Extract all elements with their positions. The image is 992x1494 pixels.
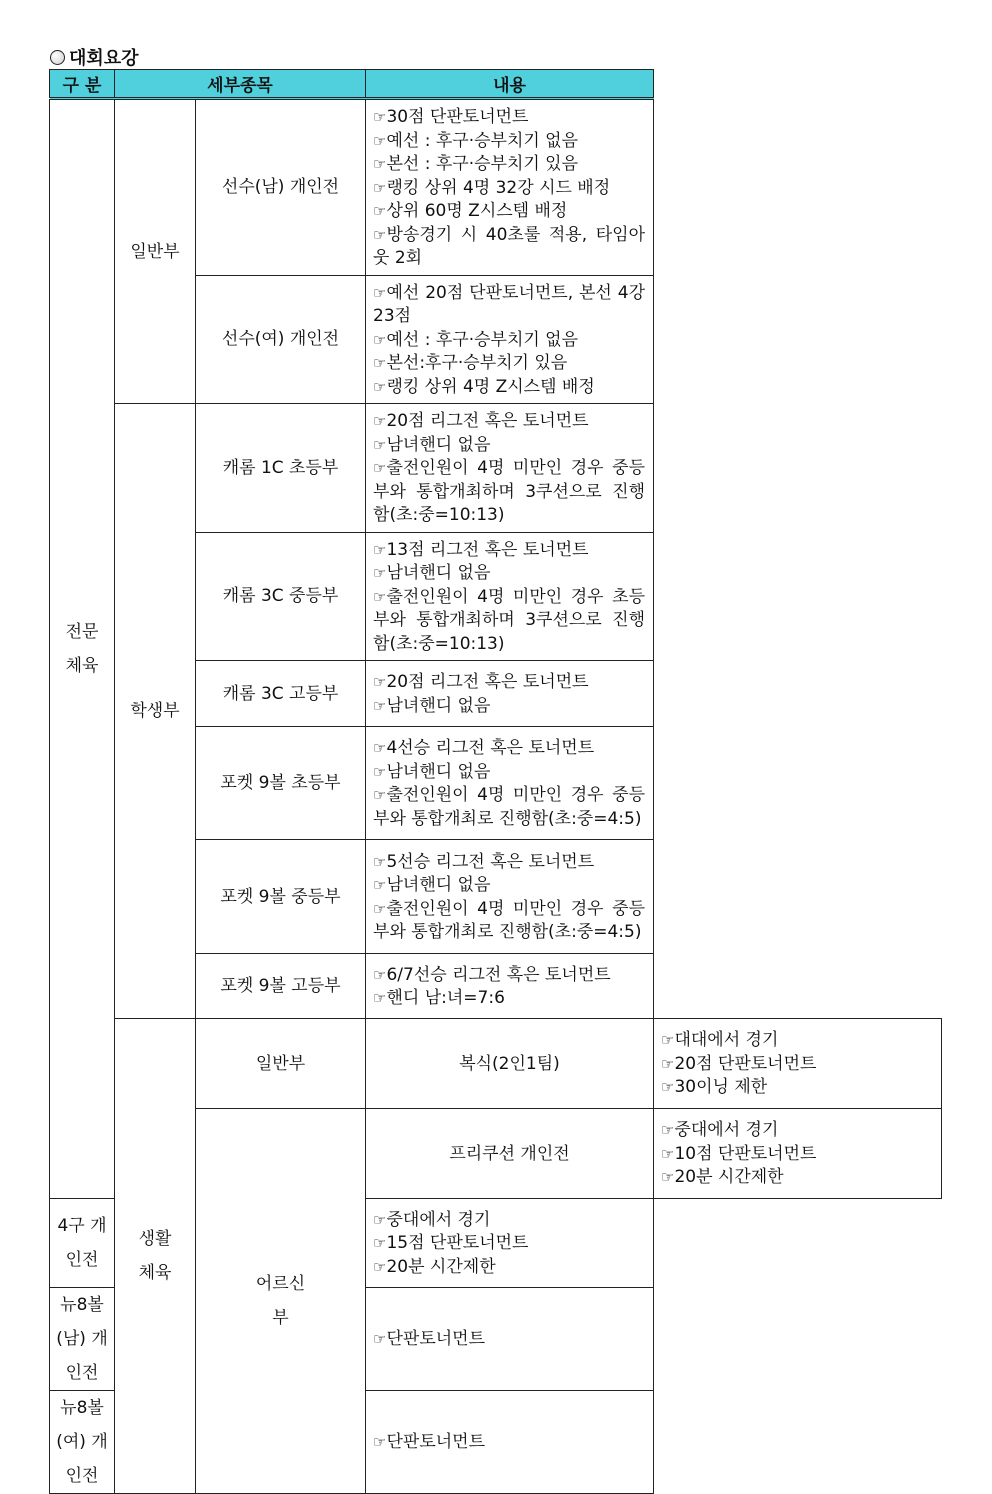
pointing-hand-icon: ☞ xyxy=(373,459,387,477)
content-line: ☞본선:후구·승부치기 있음 xyxy=(373,353,568,373)
pointing-hand-icon: ☞ xyxy=(373,1433,387,1452)
content-line: ☞예선 20점 단판토너먼트, 본선 4강 23점 xyxy=(373,282,645,326)
pointing-hand-icon: ☞ xyxy=(373,899,387,918)
header-content: 내용 xyxy=(366,70,654,99)
table-row xyxy=(50,99,942,276)
event-content xyxy=(366,275,654,404)
event-name: 캐롬 1C 초등부 xyxy=(196,404,366,533)
content-line: ☞대대에서 경기 xyxy=(661,1030,779,1051)
section-heading xyxy=(50,46,139,68)
pointing-hand-icon: ☞ xyxy=(373,540,387,559)
event-content xyxy=(366,1288,654,1391)
content-line: ☞남녀핸디 없음 xyxy=(373,761,491,782)
content-line: ☞단판토너먼트 xyxy=(373,1432,486,1453)
content-line: ☞랭킹 상위 4명 Z시스템 배정 xyxy=(373,376,595,397)
content-line: ☞20점 리그전 혹은 토너먼트 xyxy=(373,672,589,692)
content-line: ☞출전인원이 4명 미만인 경우 중등부와 통합개최로 진행함(초:중=4:5) xyxy=(373,898,645,942)
pointing-hand-icon: ☞ xyxy=(373,412,387,430)
content-line: ☞남녀핸디 없음 xyxy=(373,563,491,583)
category-life: 생활 체육 xyxy=(115,1019,196,1494)
pointing-hand-icon: ☞ xyxy=(373,989,387,1007)
section-heading-text: 대회요강 xyxy=(69,48,139,69)
pointing-hand-icon: ☞ xyxy=(373,786,387,804)
pointing-hand-icon: ☞ xyxy=(373,876,387,894)
pointing-hand-icon: ☞ xyxy=(373,965,387,984)
pointing-hand-icon: ☞ xyxy=(373,673,387,691)
category-pro: 전문 체육 xyxy=(50,99,115,1199)
pointing-hand-icon: ☞ xyxy=(373,564,387,582)
group-pro-general: 일반부 xyxy=(115,99,196,404)
event-content xyxy=(366,840,654,954)
content-line: ☞출전인원이 4명 미만인 경우 초등부와 통합개최하며 3쿠션으로 진행함(초:중=10:13) xyxy=(373,586,645,654)
content-line: ☞출전인원이 4명 미만인 경우 중등부와 통합개최하며 3쿠션으로 진행함(초:중=10:13) xyxy=(373,458,645,525)
pointing-hand-icon: ☞ xyxy=(373,587,387,606)
event-name: 뉴8볼(여) 개인전 xyxy=(50,1391,115,1494)
pointing-hand-icon: ☞ xyxy=(373,202,387,220)
content-line: ☞본선 : 후구·승부치기 있음 xyxy=(373,154,579,174)
pointing-hand-icon: ☞ xyxy=(373,696,387,715)
content-line: ☞예선 : 후구·승부치기 없음 xyxy=(373,329,579,350)
content-line: ☞상위 60명 Z시스템 배정 xyxy=(373,201,568,221)
event-content xyxy=(366,954,654,1019)
content-line: ☞남녀핸디 없음 xyxy=(373,695,491,716)
pointing-hand-icon: ☞ xyxy=(661,1054,675,1073)
content-line: ☞6/7선승 리그전 혹은 토너먼트 xyxy=(373,964,611,985)
event-content xyxy=(366,1199,654,1288)
content-line: ☞중대에서 경기 xyxy=(373,1209,491,1230)
content-line: ☞5선승 리그전 혹은 토너먼트 xyxy=(373,851,595,872)
event-name: 선수(여) 개인전 xyxy=(196,275,366,404)
header-detail: 세부종목 xyxy=(115,70,366,99)
table-row xyxy=(50,1019,942,1109)
content-line: ☞4선승 리그전 혹은 토너먼트 xyxy=(373,738,595,758)
content-line: ☞남녀핸디 없음 xyxy=(373,434,491,455)
pointing-hand-icon: ☞ xyxy=(373,354,387,372)
content-line: ☞단판토너먼트 xyxy=(373,1329,486,1350)
content-line: ☞남녀핸디 없음 xyxy=(373,875,491,895)
pointing-hand-icon: ☞ xyxy=(373,283,387,302)
pointing-hand-icon: ☞ xyxy=(373,852,387,871)
pointing-hand-icon: ☞ xyxy=(373,1330,387,1349)
pointing-hand-icon: ☞ xyxy=(373,762,387,781)
content-line: ☞핸디 남:녀=7:6 xyxy=(373,988,505,1008)
event-name: 포켓 9볼 중등부 xyxy=(196,840,366,954)
circle-bullet-icon xyxy=(50,50,65,65)
event-content xyxy=(366,661,654,727)
group-student: 학생부 xyxy=(115,404,196,1019)
event-name: 프리쿠션 개인전 xyxy=(366,1109,654,1199)
pointing-hand-icon: ☞ xyxy=(373,1234,387,1253)
event-name: 선수(남) 개인전 xyxy=(196,99,366,276)
group-senior: 어르신 부 xyxy=(196,1109,366,1494)
event-name: 4구 개인전 xyxy=(50,1199,115,1288)
header-category: 구 분 xyxy=(50,70,115,99)
event-content xyxy=(366,532,654,661)
content-line: ☞20점 단판토너먼트 xyxy=(661,1053,817,1074)
pointing-hand-icon: ☞ xyxy=(661,1078,675,1097)
event-content xyxy=(366,99,654,276)
content-line: ☞15점 단판토너먼트 xyxy=(373,1233,529,1254)
pointing-hand-icon: ☞ xyxy=(373,178,387,197)
content-line: ☞방송경기 시 40초룰 적용, 타임아웃 2회 xyxy=(373,224,645,268)
pointing-hand-icon: ☞ xyxy=(373,435,387,454)
pointing-hand-icon: ☞ xyxy=(373,225,387,244)
content-line: ☞랭킹 상위 4명 32강 시드 배정 xyxy=(373,177,611,198)
header-row xyxy=(50,70,942,99)
pointing-hand-icon: ☞ xyxy=(661,1168,675,1187)
pointing-hand-icon: ☞ xyxy=(661,1121,675,1140)
pointing-hand-icon: ☞ xyxy=(661,1144,675,1163)
content-line: ☞20분 시간제한 xyxy=(661,1167,784,1188)
content-line: ☞출전인원이 4명 미만인 경우 중등부와 통합개최로 진행함(초:중=4:5) xyxy=(373,785,645,829)
content-line: ☞중대에서 경기 xyxy=(661,1120,779,1141)
event-name: 복식(2인1팀) xyxy=(366,1019,654,1109)
event-content xyxy=(366,1391,654,1494)
event-content xyxy=(654,1109,942,1199)
content-line: ☞30이닝 제한 xyxy=(661,1077,768,1098)
group-life-general: 일반부 xyxy=(196,1019,366,1109)
pointing-hand-icon: ☞ xyxy=(373,155,387,173)
event-name: 포켓 9볼 초등부 xyxy=(196,727,366,840)
event-name: 캐롬 3C 중등부 xyxy=(196,532,366,661)
event-name: 뉴8볼(남) 개인전 xyxy=(50,1288,115,1391)
pointing-hand-icon: ☞ xyxy=(373,1257,387,1276)
content-line: ☞10점 단판토너먼트 xyxy=(661,1143,817,1164)
event-content xyxy=(366,727,654,840)
table-row xyxy=(50,404,942,533)
competition-table xyxy=(49,69,942,1494)
content-line: ☞20분 시간제한 xyxy=(373,1256,496,1277)
event-name: 캐롬 3C 고등부 xyxy=(196,661,366,727)
pointing-hand-icon: ☞ xyxy=(373,1210,387,1229)
content-line: ☞20점 리그전 혹은 토너먼트 xyxy=(373,411,589,431)
event-name: 포켓 9볼 고등부 xyxy=(196,954,366,1019)
content-line: ☞30점 단판토너먼트 xyxy=(373,107,529,127)
content-line: ☞13점 리그전 혹은 토너먼트 xyxy=(373,539,589,560)
pointing-hand-icon: ☞ xyxy=(373,131,387,150)
pointing-hand-icon: ☞ xyxy=(373,108,387,126)
pointing-hand-icon: ☞ xyxy=(373,377,387,396)
content-line: ☞예선 : 후구·승부치기 없음 xyxy=(373,130,579,151)
pointing-hand-icon: ☞ xyxy=(373,330,387,349)
event-content xyxy=(654,1019,942,1109)
pointing-hand-icon: ☞ xyxy=(661,1031,675,1050)
pointing-hand-icon: ☞ xyxy=(373,739,387,757)
event-content xyxy=(366,404,654,533)
